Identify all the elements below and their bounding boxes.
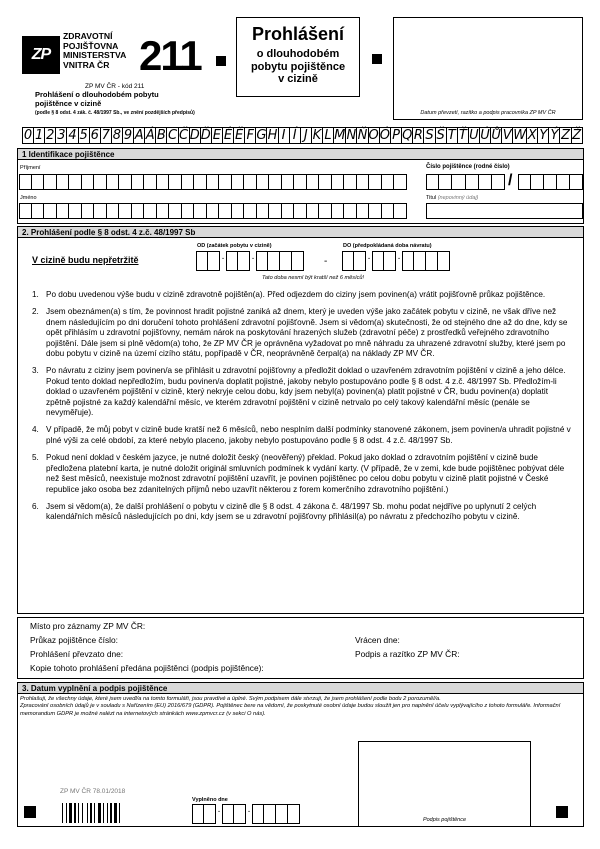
signature-box[interactable] bbox=[358, 741, 531, 827]
alphabet-char: G bbox=[256, 128, 267, 143]
alphabet-char: Ú bbox=[480, 128, 490, 143]
section-1-heading: 1 Identifikace pojištěnce bbox=[18, 149, 583, 160]
char-box[interactable] bbox=[557, 174, 570, 190]
char-box[interactable] bbox=[107, 174, 120, 190]
alphabet-char: Č bbox=[179, 128, 189, 143]
char-box[interactable] bbox=[332, 203, 345, 219]
surname-field[interactable] bbox=[19, 174, 407, 190]
char-box[interactable] bbox=[82, 174, 95, 190]
list-item: 3. Po návratu z ciziny jsem povinen/a se přihlásit u zdravotní pojišťovny a předložit doklad o uzavřeném zdravotním pojištění v cizině a jeho délce. Pokud tento doklad nepředložím, budu povinen/a doplatit pojistné, jakoby nebylo postupováno podle § 8 odst. 4 z.č. 48/1997 Sb. Předložím-li doklad o uzavřeném pojištění v cizině, který nekryje celou dobu, kdy jsem nebyl(a) povinen(a) platit pojistné v ČR, budu povinen(a) doplatit zpětně pojistné za každý kalendářní měsíc, ve kterém zdravotní pojištění v cizině netrvalo po celý takový kalendářní měsíc (penále se nevyměřuje). bbox=[32, 366, 566, 418]
insurer-name: ZDRAVOTNÍ POJIŠŤOVNA MINISTERSTVA VNITRA ČR bbox=[63, 31, 127, 70]
barcode-bar bbox=[69, 803, 72, 823]
barcode-bar bbox=[94, 803, 95, 823]
section-3-heading: 3. Datum vyplnění a podpis pojištěnce bbox=[18, 683, 583, 694]
card-number-label: Průkaz pojištěnce číslo: bbox=[30, 635, 118, 645]
char-box[interactable] bbox=[32, 174, 45, 190]
char-box[interactable] bbox=[94, 203, 107, 219]
copy-handed-label: Kopie tohoto prohlášení předána pojištěnci (podpis pojištěnce): bbox=[30, 663, 264, 673]
alphabet-char: 1 bbox=[35, 128, 44, 143]
zp-logo: ZP bbox=[22, 36, 60, 74]
alphabet-char: Á bbox=[145, 128, 155, 143]
alphabet-char: Ů bbox=[491, 128, 501, 143]
char-box[interactable] bbox=[382, 203, 395, 219]
char-box[interactable] bbox=[194, 203, 207, 219]
char-box[interactable] bbox=[119, 174, 132, 190]
alphabet-char: Z bbox=[561, 128, 570, 143]
barcode-bar bbox=[107, 803, 108, 823]
char-box[interactable] bbox=[531, 174, 544, 190]
alphabet-char: Ď bbox=[200, 128, 211, 143]
filled-date-field[interactable]: . . bbox=[192, 804, 300, 824]
office-stamp-box[interactable] bbox=[393, 17, 583, 120]
char-box[interactable] bbox=[32, 203, 45, 219]
abroad-label: V cizině budu nepřetržitě bbox=[32, 255, 139, 265]
alphabet-char: U bbox=[469, 128, 479, 143]
form-code: ZP MV ČR - kód 211 bbox=[85, 83, 145, 90]
char-box[interactable] bbox=[232, 203, 245, 219]
char-box[interactable] bbox=[452, 174, 465, 190]
barcode-bar bbox=[90, 803, 92, 823]
char-box[interactable] bbox=[119, 203, 132, 219]
barcode-bar bbox=[98, 803, 101, 823]
alphabet-char: A bbox=[134, 128, 144, 143]
barcode-bar bbox=[119, 803, 120, 823]
barcode bbox=[62, 803, 134, 823]
insurance-number-slash: / bbox=[508, 172, 513, 189]
office-stamp-label: Podpis a razítko ZP MV ČR: bbox=[355, 649, 460, 659]
barcode-bar bbox=[66, 803, 67, 823]
alphabet-char: F bbox=[245, 127, 256, 144]
alphabet-char: B bbox=[156, 128, 166, 143]
alphabet-char: Q bbox=[402, 128, 413, 143]
char-box[interactable] bbox=[19, 203, 32, 219]
from-date-field[interactable]: . . bbox=[196, 251, 304, 271]
char-box[interactable] bbox=[194, 174, 207, 190]
char-box[interactable] bbox=[132, 203, 145, 219]
alphabet-char: P bbox=[391, 127, 402, 144]
form-subtitle: Prohlášení o dlouhodobém pobytu pojištěnce v cizině bbox=[35, 90, 159, 108]
alphabet-char: Y bbox=[538, 127, 549, 144]
char-box[interactable] bbox=[492, 174, 505, 190]
stamp-caption: Datum převzetí, razítko a podpis pracovníka ZP MV ČR bbox=[420, 110, 556, 116]
registration-mark bbox=[556, 806, 568, 818]
char-box[interactable] bbox=[207, 203, 220, 219]
char-box[interactable] bbox=[107, 203, 120, 219]
char-box[interactable] bbox=[232, 174, 245, 190]
char-box[interactable] bbox=[44, 174, 57, 190]
char-box[interactable] bbox=[182, 174, 195, 190]
char-box[interactable] bbox=[332, 174, 345, 190]
char-box[interactable] bbox=[394, 203, 407, 219]
char-box[interactable] bbox=[44, 203, 57, 219]
office-records-label: Místo pro záznamy ZP MV ČR: bbox=[30, 621, 146, 631]
char-box[interactable] bbox=[369, 174, 382, 190]
char-box[interactable] bbox=[518, 174, 531, 190]
list-item: 5. Pokud není doklad v českém jazyce, je nutné doložit český (neověřený) překlad. Pokud jako doklad o zdravotním pojištění v cizině bude předložena platební karta, je nutné doložit originál smluvních podmínek k vydání karty. (V případě, že v zemi, kde bude pojištěnec pobývat déle než šest měsíců, neexistuje možnost zdravotní pojištění uzavřít, je povinen pojištěnec po celou dobu pobytu v cizině platit pojistné v České republice jako osoba bez zdanitelných příjmů nebo uzavřít některou z forem komerčního zdravotního pojištění.) bbox=[32, 453, 565, 494]
char-box[interactable] bbox=[344, 203, 357, 219]
barcode-bar bbox=[74, 803, 76, 823]
char-box[interactable] bbox=[294, 203, 307, 219]
alphabet-char: T bbox=[447, 127, 458, 144]
form-number: 211 bbox=[139, 32, 201, 79]
char-box[interactable] bbox=[357, 174, 370, 190]
form-title: Prohlášení bbox=[251, 24, 345, 44]
insurance-number-field[interactable] bbox=[426, 174, 505, 190]
char-box[interactable] bbox=[244, 203, 257, 219]
handwriting-alphabet-guide bbox=[22, 127, 583, 144]
char-box[interactable] bbox=[94, 174, 107, 190]
char-box[interactable] bbox=[570, 174, 583, 190]
declaration-items bbox=[32, 290, 572, 530]
surname-label: Příjmení bbox=[20, 165, 41, 171]
barcode-bar bbox=[110, 803, 112, 823]
alphabet-char: N bbox=[346, 128, 357, 143]
alphabet-char: Í bbox=[290, 127, 301, 144]
received-label: Prohlášení převzato dne: bbox=[30, 649, 124, 659]
char-box[interactable] bbox=[144, 174, 157, 190]
char-box[interactable] bbox=[307, 174, 320, 190]
alphabet-char: Ň bbox=[357, 128, 368, 143]
insurance-number-suffix-field[interactable] bbox=[518, 174, 583, 190]
char-box[interactable] bbox=[257, 174, 270, 190]
name-label: Jméno bbox=[20, 195, 37, 201]
alphabet-char: Ó bbox=[379, 128, 390, 143]
alphabet-char: Ě bbox=[235, 128, 244, 143]
char-box[interactable] bbox=[19, 174, 32, 190]
alphabet-char: 2 bbox=[46, 128, 55, 143]
alphabet-char: Ť bbox=[458, 127, 469, 144]
char-box[interactable] bbox=[169, 174, 182, 190]
alphabet-char: 8 bbox=[112, 128, 122, 143]
char-box[interactable] bbox=[144, 203, 157, 219]
char-box[interactable] bbox=[132, 174, 145, 190]
alphabet-char: R bbox=[413, 128, 423, 143]
char-box[interactable] bbox=[207, 174, 220, 190]
char-box[interactable] bbox=[69, 174, 82, 190]
alphabet-char: J bbox=[301, 127, 312, 144]
alphabet-char: É bbox=[223, 128, 233, 143]
char-box[interactable] bbox=[257, 203, 270, 219]
form-title-sub: o dlouhodobém pobytu pojištěnce v cizině bbox=[250, 48, 346, 85]
alphabet-char: V bbox=[502, 128, 512, 143]
barcode-bar bbox=[114, 803, 117, 823]
alphabet-char: K bbox=[312, 128, 322, 143]
char-box[interactable] bbox=[319, 174, 332, 190]
char-box[interactable] bbox=[357, 203, 370, 219]
to-date-field[interactable]: . . bbox=[342, 251, 450, 271]
declaration-text: Prohlašuji, že všechny údaje, které jsem uvedl/a na tomto formuláři, jsou pravdivé a úplné. Svým podpisem dále stvrzuji, že jsem prohlášení podle bodu 2 porozuměl/a. Zpracování osobních údajů je v souladu s Nařízením (EU) 2016/679 (GDPR). Pojištěnec bere na vědomí, že poskytnuté osobní údaje budou sloužit jen pro naplnění účelu vyplývajícího z tohoto formuláře. Informační memorandum GDPR je možné nalézt na internetových stránkách www.zpmvcr.cz (v sekci O nás). bbox=[20, 696, 561, 717]
form-subtitle-note: (podle § 8 odst. 4 zák. č. 48/1997 Sb., ve znění pozdějších předpisů) bbox=[35, 110, 195, 116]
list-item: 6. Jsem si vědom(a), že další prohlášení o pobytu v cizině dle § 8 odst. 4 zákona č. 48/1997 Sb. mohu podat nejdříve po uplynutí 2 celých kalendářních měsíců následujících po dni, kdy jsem se u zdravotní pojišťovny přihlásil(a) po návratu z předchozího pobytu v cizině. bbox=[32, 501, 537, 522]
char-box[interactable] bbox=[426, 174, 439, 190]
alphabet-char: E bbox=[212, 128, 222, 143]
char-box[interactable] bbox=[219, 203, 232, 219]
alphabet-char: C bbox=[167, 128, 178, 143]
alphabet-char: X bbox=[527, 128, 537, 143]
alphabet-char: W bbox=[513, 128, 527, 143]
first-name-field[interactable] bbox=[19, 203, 407, 219]
barcode-bar bbox=[62, 803, 63, 823]
barcode-bar bbox=[82, 803, 83, 823]
char-box[interactable] bbox=[182, 203, 195, 219]
alphabet-char: 0 bbox=[23, 128, 33, 143]
form-title-box bbox=[236, 17, 360, 97]
alphabet-char: Ý bbox=[549, 127, 560, 144]
alphabet-char: S bbox=[425, 128, 434, 143]
alphabet-char: 9 bbox=[123, 128, 133, 143]
list-item: 2. Jsem obeznámen(a) s tím, že povinnost hradit pojistné zaniká až dnem, který je uveden výše jako začátek pobytu v cizině, ne však dříve než dnem následujícím po dni doručení tohoto prohlášení zdravotní pojišťovně. Jsem si vědom(a) skutečnosti, že od stejného dne až do dne, kdy se opět přihlásím u zdravotní pojišťovny, nemám nárok na poskytování hrazených služeb (zdravotní péče) z prostředků veřejného zdravotního pojištění. Dále jsem si plně vědom(a) toho, že ZP MV ČR je oprávněna vyžadovat po mně náhradu za uhrazené zdravotní služby, které jsem po dobu pobytu v cizině na území cizího státu, popřípadě v ČR, neoprávněně čerpal(a) na náklady ZP MV ČR. bbox=[32, 307, 568, 359]
alphabet-char: M bbox=[334, 128, 346, 143]
alphabet-char: Ž bbox=[572, 128, 582, 143]
returned-label: Vrácen dne: bbox=[355, 635, 400, 645]
degree-field[interactable] bbox=[426, 203, 583, 219]
char-box[interactable] bbox=[244, 174, 257, 190]
char-box[interactable] bbox=[307, 203, 320, 219]
char-box[interactable] bbox=[269, 174, 282, 190]
char-box[interactable] bbox=[82, 203, 95, 219]
registration-mark bbox=[24, 806, 36, 818]
char-box[interactable] bbox=[269, 203, 282, 219]
alphabet-char: Š bbox=[436, 128, 445, 143]
alphabet-char: 3 bbox=[57, 128, 66, 143]
alphabet-char: L bbox=[323, 127, 334, 144]
registration-mark bbox=[216, 56, 226, 66]
signature-label: Podpis pojištěnce bbox=[422, 817, 467, 823]
filled-date-label: Vyplněno dne bbox=[192, 797, 228, 803]
date-range-dash: - bbox=[324, 256, 328, 267]
section-2-heading: 2. Prohlášení podle § 8 odst. 4 z.č. 48/1997 Sb bbox=[18, 227, 583, 238]
char-box[interactable] bbox=[319, 203, 332, 219]
registration-mark bbox=[372, 54, 382, 64]
char-box[interactable] bbox=[294, 174, 307, 190]
char-box[interactable] bbox=[439, 174, 452, 190]
barcode-bar bbox=[103, 803, 104, 823]
degree-label: Titul (nepovinný údaj) bbox=[426, 195, 479, 201]
char-box[interactable] bbox=[157, 203, 170, 219]
char-box[interactable] bbox=[479, 174, 492, 190]
char-box[interactable] bbox=[369, 203, 382, 219]
char-box[interactable] bbox=[57, 174, 70, 190]
to-date-label: DO (předpokládaná doba návratu) bbox=[343, 243, 432, 249]
char-box[interactable] bbox=[394, 174, 407, 190]
char-box[interactable] bbox=[169, 203, 182, 219]
alphabet-char: H bbox=[267, 128, 278, 143]
char-box[interactable] bbox=[466, 174, 479, 190]
alphabet-char: 7 bbox=[101, 128, 110, 143]
char-box[interactable] bbox=[69, 203, 82, 219]
char-box[interactable] bbox=[282, 174, 295, 190]
char-box[interactable] bbox=[544, 174, 557, 190]
list-item: 1. Po dobu uvedenou výše budu v cizině zdravotně pojištěn(a). Před odjezdem do ciziny jsem povinen(a) vrátit pojišťovně průkaz pojištěnce. bbox=[32, 290, 546, 299]
duration-note: Tato doba nesmí být kratší než 6 měsíců! bbox=[262, 275, 365, 281]
char-box[interactable] bbox=[382, 174, 395, 190]
alphabet-char: D bbox=[189, 128, 200, 143]
char-box[interactable] bbox=[57, 203, 70, 219]
footer-code: ZP MV ČR 78.01/2018 bbox=[60, 788, 126, 795]
barcode-bar bbox=[87, 803, 88, 823]
alphabet-char: 6 bbox=[90, 128, 99, 143]
alphabet-char: 4 bbox=[68, 128, 77, 143]
from-date-label: OD (začátek pobytu v cizině) bbox=[197, 243, 272, 249]
alphabet-char: I bbox=[279, 127, 290, 144]
insurance-number-label: Číslo pojištěnce (rodné číslo) bbox=[426, 164, 510, 170]
barcode-bar bbox=[78, 803, 79, 823]
char-box[interactable] bbox=[157, 174, 170, 190]
char-box[interactable] bbox=[282, 203, 295, 219]
char-box[interactable] bbox=[344, 174, 357, 190]
alphabet-char: 5 bbox=[79, 128, 88, 143]
char-box[interactable] bbox=[219, 174, 232, 190]
alphabet-char: O bbox=[368, 128, 379, 143]
list-item: 4. V případě, že můj pobyt v cizině bude kratší než 6 měsíců, nebo nesplním další podmínky stanovené zákonem, jsem povinen/a uhradit pojistné v plné výši za celé období, za které nebylo placeno, jakoby nebylo postupováno podle § 8 odst. 4 z.č. 48/1997 Sb. bbox=[32, 425, 571, 445]
